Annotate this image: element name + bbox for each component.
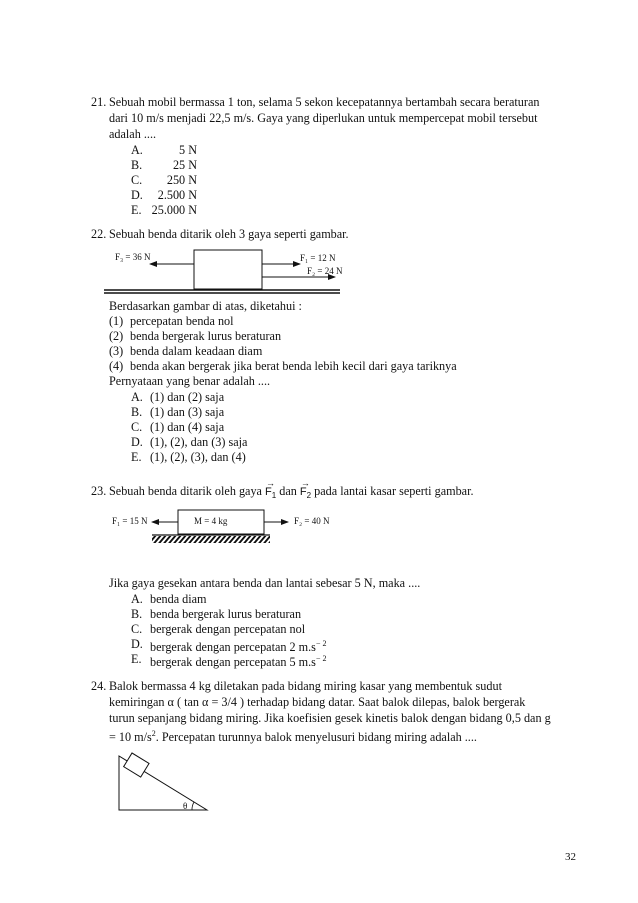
label-f1: F₁ = 15 N: [112, 516, 148, 526]
option-letter: E.: [131, 450, 142, 464]
label-f2: F₂ = 40 N: [294, 516, 330, 526]
option-text: benda diam: [150, 592, 207, 606]
statement-text: percepatan benda nol: [130, 314, 234, 328]
label-f1: F₁ = 12 N: [300, 253, 336, 263]
option-text: bergerak dengan percepatan nol: [150, 622, 306, 636]
question-text-line: dari 10 m/s menjadi 22,5 m/s. Gaya yang diperlukan untuk mempercepat mobil tersebut: [109, 111, 538, 125]
question-text-line: Balok bermassa 4 kg diletakan pada bidang miring kasar yang membentuk sudut: [109, 679, 502, 693]
option-letter: A.: [131, 143, 143, 157]
option-value: 25.000 N: [151, 203, 197, 217]
option-value: 5 N: [179, 143, 197, 157]
known-intro: Berdasarkan gambar di atas, diketahui :: [109, 299, 302, 313]
option-letter: E.: [131, 203, 142, 217]
option-letter: E.: [131, 652, 142, 666]
option-text: benda bergerak lurus beraturan: [150, 607, 302, 621]
question-number: 23.: [91, 484, 107, 498]
vector-f1: → $F_1$: [265, 484, 276, 504]
question-text-line: [109, 478, 474, 504]
option-letter: A.: [131, 390, 143, 404]
option-value: 2.500 N: [157, 188, 197, 202]
vector-arrow-icon: →: [300, 478, 310, 488]
statement-text: benda bergerak lurus beraturan: [130, 329, 282, 343]
statement-text: benda akan bergerak jika berat benda lebih kecil dari gaya tariknya: [130, 359, 457, 373]
option-text: (1) dan (3) saja: [150, 405, 225, 419]
question-prompt: Pernyataan yang benar adalah ....: [109, 374, 271, 388]
statement-number: (4): [109, 359, 124, 373]
question-number: 21.: [91, 95, 107, 109]
question-text-line: adalah ....: [109, 127, 157, 141]
statement-number: (1): [109, 314, 124, 328]
option-text: (1) dan (2) saja: [150, 390, 225, 404]
option-letter: D.: [131, 435, 143, 449]
stem-part: Sebuah benda ditarik oleh gaya: [109, 484, 262, 498]
option-letter: D.: [131, 637, 143, 651]
option-letter: A.: [131, 592, 143, 606]
question-number: 22.: [91, 227, 107, 241]
question-text-line: Sebuah mobil bermassa 1 ton, selama 5 sekon kecepatannya bertambah secara beraturan: [109, 95, 540, 109]
page-number: 32: [565, 851, 576, 863]
option-letter: C.: [131, 420, 143, 434]
option-letter: C.: [131, 622, 143, 636]
angle-label: θ: [183, 801, 188, 811]
option-text: (1) dan (4) saja: [150, 420, 225, 434]
option-letter: C.: [131, 173, 143, 187]
question-text-line: = 10 $m/s^2$. Percepatan turunnya balok menyelusuri bidang miring adalah ....: [109, 729, 477, 744]
option-value: 250 N: [166, 173, 197, 187]
option-letter: B.: [131, 607, 143, 621]
question-text-line: kemiringan α ( tan α = 3/4 ) terhadap bidang datar. Saat balok dilepas, balok bergerak: [109, 695, 526, 709]
label-f2: F₂ = 24 N: [307, 266, 343, 276]
label-f3: F₃ = 36 N: [115, 252, 151, 262]
option-text: (1), (2), dan (3) saja: [150, 435, 248, 449]
question-text-line: turun sepanjang bidang miring. Jika koefisien gesek kinetis balok dengan bidang 0,5 dan g: [109, 711, 551, 725]
vector-f2: → $F_2$: [300, 484, 311, 504]
question-number: 24.: [91, 679, 107, 693]
stem-part: dan: [279, 484, 297, 498]
statement-number: (2): [109, 329, 124, 343]
incline-svg: [112, 748, 212, 814]
question-prompt: Jika gaya gesekan antara benda dan lantai sebesar 5 N, maka ....: [109, 576, 421, 590]
force-diagram-svg: [100, 505, 350, 551]
option-text: (1), (2), (3), dan (4): [150, 450, 246, 464]
stem-part: pada lantai kasar seperti gambar.: [314, 484, 474, 498]
option-letter: D.: [131, 188, 143, 202]
option-letter: B.: [131, 405, 143, 419]
question-text-line: Sebuah benda ditarik oleh 3 gaya seperti gambar.: [109, 227, 349, 241]
block: [194, 250, 262, 289]
option-text: bergerak dengan percepatan 5 $m.s^{- 2}$: [150, 654, 327, 669]
floor-hatch: [152, 536, 270, 543]
statement-number: (3): [109, 344, 124, 358]
option-text: bergerak dengan percepatan 2 $m.s^{- 2}$: [150, 639, 327, 654]
vector-arrow-icon: →: [266, 478, 276, 488]
option-letter: B.: [131, 158, 143, 172]
option-value: 25 N: [172, 158, 197, 172]
label-mass: M = 4 kg: [194, 516, 228, 526]
statement-text: benda dalam keadaan diam: [130, 344, 263, 358]
